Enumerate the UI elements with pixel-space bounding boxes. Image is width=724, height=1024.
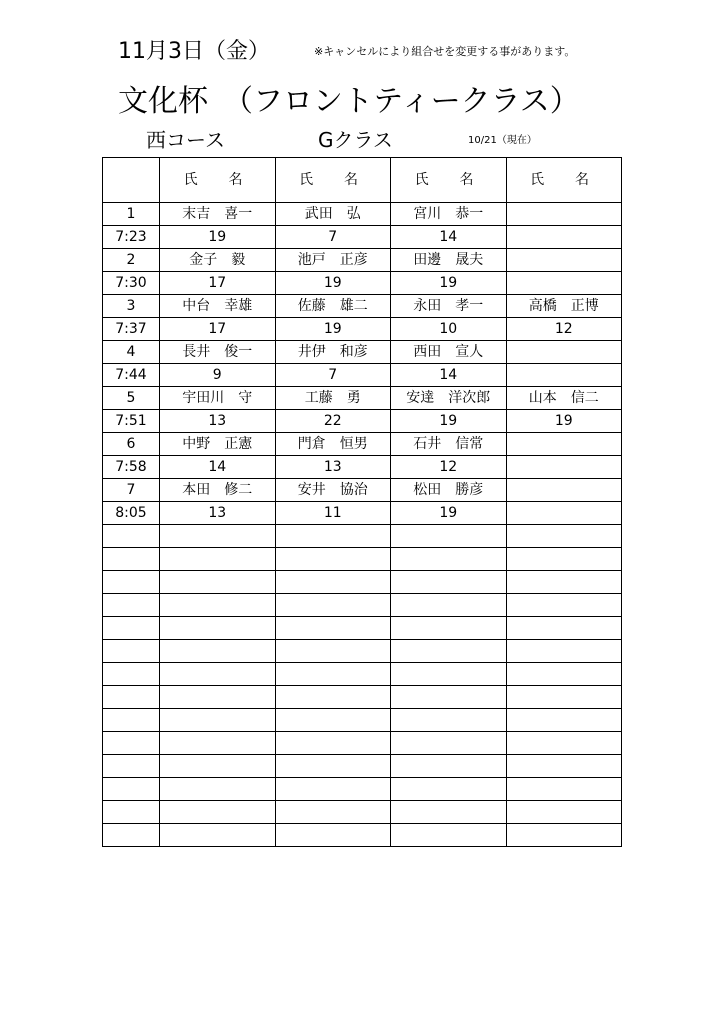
table-row-names: [103, 203, 622, 226]
tee-time: [103, 640, 160, 663]
group-number: [103, 709, 160, 732]
header-name-2: [275, 158, 391, 203]
player-name: [391, 755, 507, 778]
player-handicap: [391, 594, 507, 617]
player-name: [275, 617, 391, 640]
group-number: [103, 571, 160, 594]
group-number: 4: [103, 341, 160, 364]
player-handicap: 19: [506, 410, 622, 433]
player-name: [506, 709, 622, 732]
player-handicap: [275, 732, 391, 755]
group-number: 7: [103, 479, 160, 502]
player-handicap: 14: [391, 364, 507, 387]
group-number: [103, 525, 160, 548]
player-name: 門倉 恒男: [275, 433, 391, 456]
table-row-names: [103, 571, 622, 594]
table-row-names: [103, 663, 622, 686]
group-number: [103, 801, 160, 824]
player-name: 安達 洋次郎: [391, 387, 507, 410]
tee-time: 7:37: [103, 318, 160, 341]
player-name: [160, 709, 276, 732]
header-name-4: [506, 158, 622, 203]
player-name: [275, 525, 391, 548]
table-row-names: [103, 479, 622, 502]
header-name-label: 氏 名: [530, 172, 598, 188]
player-handicap: 14: [160, 456, 276, 479]
table-row-names: [103, 755, 622, 778]
group-number: 1: [103, 203, 160, 226]
player-name: [391, 709, 507, 732]
player-name: [506, 341, 622, 364]
player-handicap: 14: [391, 226, 507, 249]
player-handicap: [275, 640, 391, 663]
group-number: [103, 617, 160, 640]
player-name: [160, 525, 276, 548]
player-name: 中台 幸雄: [160, 295, 276, 318]
player-name: 金子 毅: [160, 249, 276, 272]
player-name: 工藤 勇: [275, 387, 391, 410]
player-name: 武田 弘: [275, 203, 391, 226]
player-name: 中野 正憲: [160, 433, 276, 456]
header-name-1: [160, 158, 276, 203]
tee-time: 7:44: [103, 364, 160, 387]
player-name: 末吉 喜一: [160, 203, 276, 226]
player-name: [160, 617, 276, 640]
player-handicap: 22: [275, 410, 391, 433]
cancellation-notice: ※キャンセルにより組合せを変更する事があります。: [314, 45, 576, 58]
tee-time: 7:23: [103, 226, 160, 249]
table-row-handicaps: [103, 456, 622, 479]
tee-time: [103, 824, 160, 847]
player-name: 松田 勝彦: [391, 479, 507, 502]
player-handicap: [506, 502, 622, 525]
table-row-names: [103, 709, 622, 732]
player-name: [391, 801, 507, 824]
player-handicap: [506, 272, 622, 295]
player-handicap: [506, 640, 622, 663]
tee-time: 7:51: [103, 410, 160, 433]
player-name: 高橋 正博: [506, 295, 622, 318]
player-handicap: 10: [391, 318, 507, 341]
player-handicap: [506, 226, 622, 249]
player-handicap: [275, 686, 391, 709]
player-handicap: [506, 686, 622, 709]
player-name: [391, 617, 507, 640]
player-name: [160, 571, 276, 594]
player-name: 佐藤 雄二: [275, 295, 391, 318]
player-name: [506, 249, 622, 272]
group-number: 6: [103, 433, 160, 456]
as-of-date: 10/21（現在）: [468, 135, 537, 146]
group-number: [103, 755, 160, 778]
player-name: [506, 755, 622, 778]
table-row-names: [103, 801, 622, 824]
player-handicap: 9: [160, 364, 276, 387]
tee-time: [103, 686, 160, 709]
player-handicap: [160, 778, 276, 801]
player-name: [275, 663, 391, 686]
table-row-names: [103, 249, 622, 272]
player-handicap: [160, 594, 276, 617]
player-handicap: [391, 548, 507, 571]
table-row-handicaps: [103, 732, 622, 755]
player-handicap: 13: [275, 456, 391, 479]
player-name: [391, 571, 507, 594]
player-handicap: [275, 594, 391, 617]
player-handicap: 19: [391, 272, 507, 295]
player-handicap: [160, 686, 276, 709]
player-handicap: 19: [275, 318, 391, 341]
player-handicap: [391, 824, 507, 847]
player-name: [506, 479, 622, 502]
tee-time: [103, 594, 160, 617]
player-handicap: 19: [391, 410, 507, 433]
table-row-names: [103, 525, 622, 548]
player-name: [275, 571, 391, 594]
table-row-handicaps: [103, 410, 622, 433]
player-handicap: 7: [275, 364, 391, 387]
player-name: [160, 801, 276, 824]
player-handicap: 17: [160, 318, 276, 341]
player-handicap: [506, 824, 622, 847]
player-handicap: [160, 640, 276, 663]
table-row-handicaps: [103, 640, 622, 663]
header-name-label: 氏 名: [183, 172, 251, 188]
player-handicap: [506, 594, 622, 617]
player-handicap: 19: [275, 272, 391, 295]
player-name: 長井 俊一: [160, 341, 276, 364]
group-number: 3: [103, 295, 160, 318]
group-number: 5: [103, 387, 160, 410]
player-handicap: 17: [160, 272, 276, 295]
player-name: 田邊 晟夫: [391, 249, 507, 272]
player-name: [275, 801, 391, 824]
header-group-cell: [103, 158, 160, 203]
player-handicap: [391, 686, 507, 709]
table-row-handicaps: [103, 594, 622, 617]
player-handicap: [391, 778, 507, 801]
player-handicap: [391, 640, 507, 663]
player-handicap: [160, 732, 276, 755]
table-row-handicaps: [103, 778, 622, 801]
player-handicap: 13: [160, 410, 276, 433]
player-name: 池戸 正彦: [275, 249, 391, 272]
player-name: [506, 525, 622, 548]
table-row-handicaps: [103, 364, 622, 387]
player-handicap: [275, 548, 391, 571]
player-handicap: [506, 548, 622, 571]
player-name: [275, 755, 391, 778]
tee-time: 7:30: [103, 272, 160, 295]
class-name: Gクラス: [318, 128, 393, 152]
tee-time: [103, 548, 160, 571]
player-handicap: [391, 732, 507, 755]
header-name-label: 氏 名: [414, 172, 482, 188]
player-handicap: 12: [391, 456, 507, 479]
player-name: [506, 203, 622, 226]
player-name: [391, 663, 507, 686]
table-row-handicaps: [103, 686, 622, 709]
player-name: 宮川 恭一: [391, 203, 507, 226]
player-name: 宇田川 守: [160, 387, 276, 410]
table-row-handicaps: [103, 272, 622, 295]
header-name-label: 氏 名: [299, 172, 367, 188]
player-handicap: [160, 824, 276, 847]
player-handicap: [506, 364, 622, 387]
player-name: [506, 571, 622, 594]
player-handicap: 12: [506, 318, 622, 341]
player-name: [160, 663, 276, 686]
player-handicap: [275, 824, 391, 847]
player-name: [391, 525, 507, 548]
table-row-handicaps: [103, 318, 622, 341]
tee-time: [103, 732, 160, 755]
table-row-names: [103, 387, 622, 410]
header-name-3: [391, 158, 507, 203]
player-handicap: 19: [160, 226, 276, 249]
player-handicap: [506, 778, 622, 801]
player-name: 石井 信常: [391, 433, 507, 456]
player-name: 山本 信二: [506, 387, 622, 410]
player-name: [506, 617, 622, 640]
player-handicap: [506, 732, 622, 755]
table-row-names: [103, 433, 622, 456]
player-handicap: 11: [275, 502, 391, 525]
player-name: 永田 孝一: [391, 295, 507, 318]
player-name: [506, 801, 622, 824]
table-row-names: [103, 341, 622, 364]
table-row-names: [103, 617, 622, 640]
group-number: 2: [103, 249, 160, 272]
pairing-table: [102, 157, 622, 847]
player-name: [275, 709, 391, 732]
player-handicap: 19: [391, 502, 507, 525]
player-handicap: 13: [160, 502, 276, 525]
tee-time: 7:58: [103, 456, 160, 479]
table-row-handicaps: [103, 824, 622, 847]
player-handicap: 7: [275, 226, 391, 249]
table-row-handicaps: [103, 548, 622, 571]
table-row-names: [103, 295, 622, 318]
table-row-handicaps: [103, 226, 622, 249]
course-name: 西コース: [146, 128, 225, 152]
player-name: 安井 協治: [275, 479, 391, 502]
tee-time: 8:05: [103, 502, 160, 525]
table-row-handicaps: [103, 502, 622, 525]
player-name: [506, 433, 622, 456]
player-name: [160, 755, 276, 778]
tournament-title: 文化杯 （フロントティークラス）: [118, 84, 580, 119]
tee-time: [103, 778, 160, 801]
table-header-row: [103, 158, 622, 203]
player-name: [506, 663, 622, 686]
player-name: 本田 修二: [160, 479, 276, 502]
pairing-table-body: [103, 203, 622, 847]
event-date: 11月3日（金）: [118, 39, 270, 64]
player-name: 西田 宣人: [391, 341, 507, 364]
group-number: [103, 663, 160, 686]
player-handicap: [160, 548, 276, 571]
player-handicap: [275, 778, 391, 801]
player-name: 井伊 和彦: [275, 341, 391, 364]
player-handicap: [506, 456, 622, 479]
